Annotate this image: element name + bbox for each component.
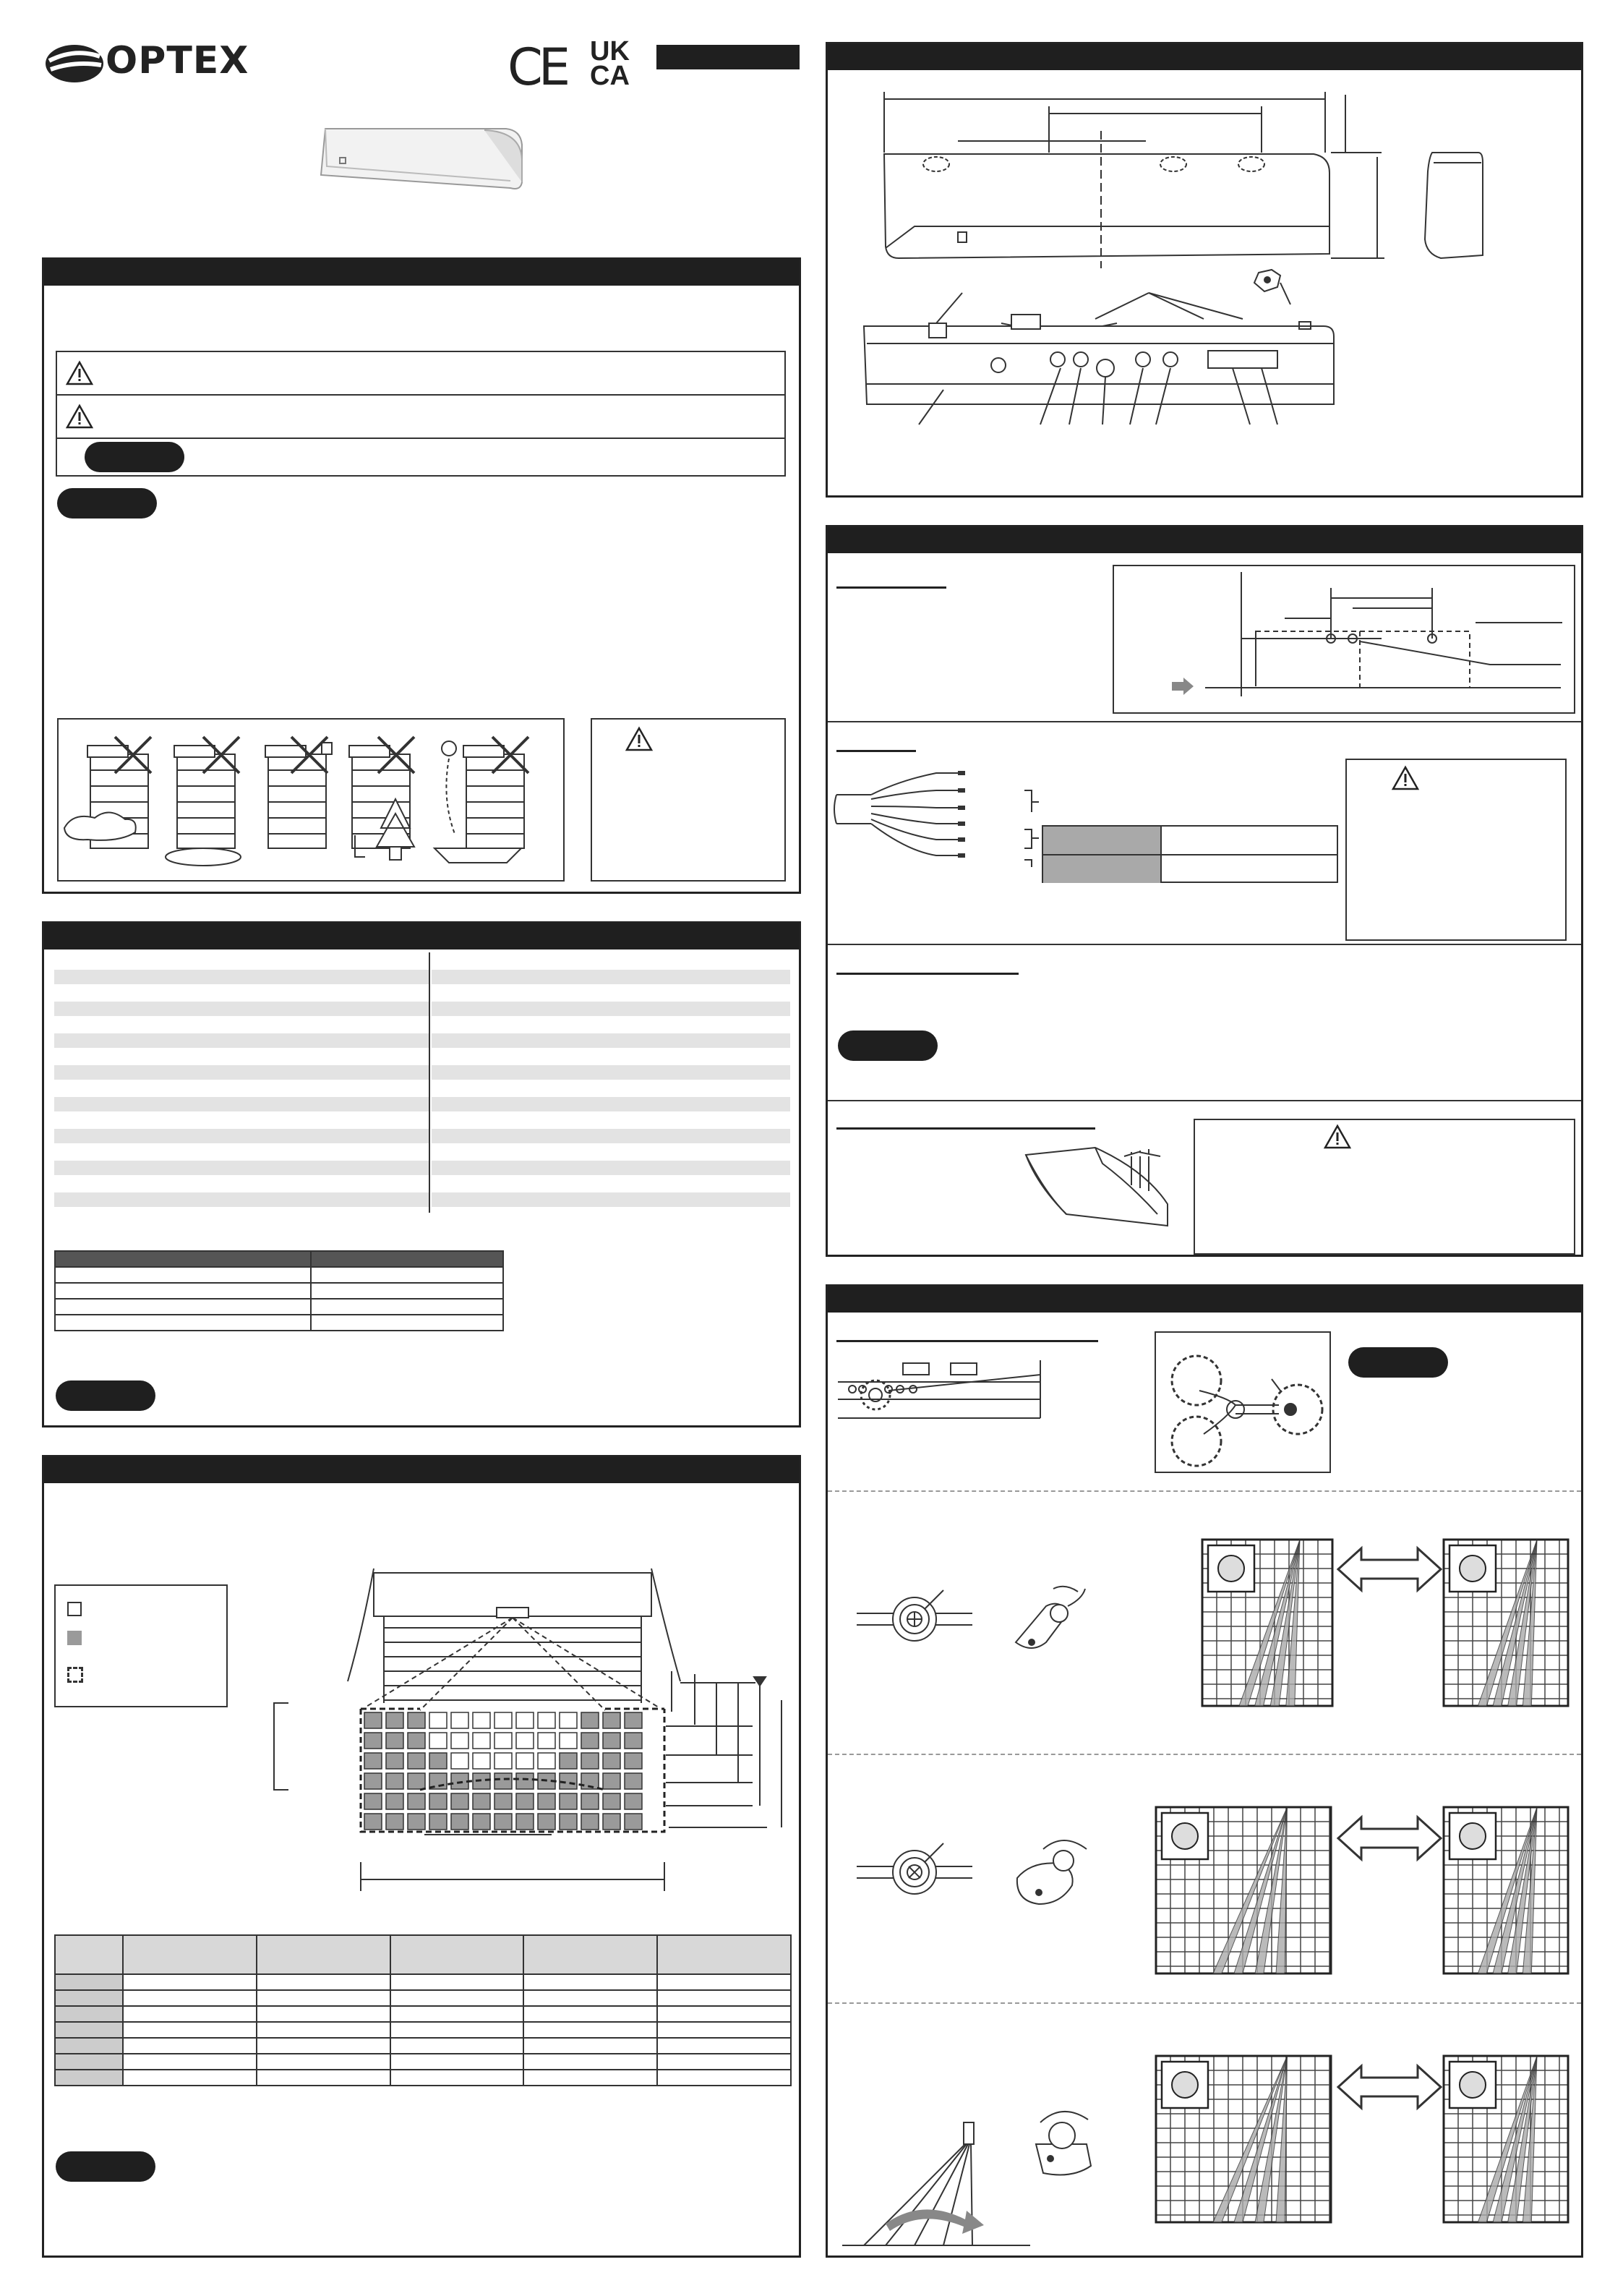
cover-illustration [1016, 1135, 1175, 1236]
panel-safety-header [44, 260, 799, 286]
detection-cell [408, 1712, 425, 1728]
detection-cell [386, 1712, 403, 1728]
subhead-mounting-position [836, 566, 946, 589]
panel-adjustment-header [828, 1286, 1581, 1313]
detection-cell [560, 1733, 577, 1749]
detection-cell [625, 1773, 642, 1789]
double-arrow-icon [1335, 2062, 1444, 2112]
detection-cell [516, 1712, 534, 1728]
detection-cell [538, 1814, 555, 1830]
detection-cell [451, 1793, 468, 1809]
detection-cell [364, 1753, 382, 1769]
detection-cell [581, 1753, 599, 1769]
section-divider [828, 944, 1581, 945]
detection-area-diagram [44, 1457, 803, 2260]
detection-cell [473, 1793, 490, 1809]
product-image [311, 116, 528, 195]
spec-table-2 [54, 1250, 504, 1331]
detection-cell [494, 1712, 512, 1728]
caution-box [56, 394, 786, 439]
detection-cell [386, 1793, 403, 1809]
detection-cell [408, 1753, 425, 1769]
panel-adjustment [826, 1284, 1583, 2258]
detection-cell [538, 1712, 555, 1728]
detection-cell [560, 1753, 577, 1769]
detection-cell [386, 1733, 403, 1749]
caution-note-box [591, 718, 786, 882]
adjust-row-1-chart-b [1444, 1540, 1568, 1706]
panel-installation [826, 525, 1583, 1257]
detection-cell [429, 1753, 447, 1769]
detection-cell [429, 1814, 447, 1830]
adjust-row-1-chart-a [1202, 1540, 1332, 1706]
detection-cell [581, 1814, 599, 1830]
ukca-mark-line1: UK [590, 36, 630, 67]
note-pill [56, 1380, 155, 1411]
adjust-row-1-sensor [1003, 1584, 1097, 1657]
warning-box [56, 351, 786, 396]
detection-cell [364, 1712, 382, 1728]
detection-cell [451, 1753, 468, 1769]
detection-cell [581, 1793, 599, 1809]
detection-cell [625, 1753, 642, 1769]
detection-cell [625, 1793, 642, 1809]
detection-cell [516, 1753, 534, 1769]
detection-cell [473, 1712, 490, 1728]
detection-cell [451, 1773, 468, 1789]
detection-cell [603, 1733, 620, 1749]
mounting-position-figure [1113, 565, 1575, 714]
detection-cell [560, 1712, 577, 1728]
detection-cell [386, 1773, 403, 1789]
detection-cell [603, 1793, 620, 1809]
detection-cell [538, 1753, 555, 1769]
detection-cell [603, 1712, 620, 1728]
model-label-bar [656, 45, 800, 69]
adjuster-detail-box [1155, 1331, 1331, 1473]
warning-triangle-icon [66, 361, 93, 385]
detection-cell [581, 1733, 599, 1749]
adjust-row-3-chart-a [1156, 2056, 1331, 2222]
adjust-row-3-illustration [842, 2118, 1030, 2248]
spec-divider [429, 952, 430, 1213]
dimension-drawing [828, 44, 1585, 500]
detection-cell [516, 1814, 534, 1830]
adjuster-detail-diagram [1156, 1333, 1332, 1475]
detection-table [54, 1934, 792, 2086]
note-pill [838, 1030, 938, 1061]
brand-name: OPTEX [106, 39, 249, 82]
section-divider [828, 1100, 1581, 1101]
detection-cell [473, 1753, 490, 1769]
detection-cell [516, 1733, 534, 1749]
adjust-row-1-knob [857, 1590, 972, 1655]
detection-cell [581, 1712, 599, 1728]
panel-installation-header [828, 527, 1581, 553]
detection-cell [408, 1733, 425, 1749]
section-separator [828, 1754, 1581, 1755]
adjuster-location-diagram [838, 1353, 1055, 1422]
warning-triangle-icon [1392, 766, 1419, 790]
installation-donts-figure [57, 718, 565, 882]
panel-specifications [42, 921, 801, 1427]
note-pill [1348, 1347, 1448, 1378]
detection-cell [451, 1814, 468, 1830]
adjust-row-2-sensor [1003, 1835, 1097, 1914]
note-pill [56, 2151, 155, 2182]
optex-logo-icon [42, 42, 107, 85]
warning-triangle-icon [66, 404, 93, 429]
cover-caution-box [1194, 1119, 1575, 1255]
detection-cell [603, 1814, 620, 1830]
subhead-cover [836, 1107, 1095, 1130]
panel-dimensions [826, 42, 1583, 498]
adjust-row-3-sensor [1022, 2104, 1115, 2183]
detection-cell [625, 1733, 642, 1749]
detection-cell [560, 1814, 577, 1830]
detection-cell [364, 1793, 382, 1809]
subhead-wiring [836, 730, 916, 752]
detection-cell [386, 1814, 403, 1830]
warning-triangle-icon [1324, 1124, 1351, 1149]
adjust-row-3-chart-b [1444, 2056, 1568, 2222]
adjust-row-2-chart-a [1156, 1807, 1331, 1973]
adjust-row-2-knob [857, 1843, 972, 1908]
wiring-table [1042, 825, 1338, 883]
detection-cell [408, 1793, 425, 1809]
mounting-position-diagram [1114, 566, 1577, 715]
adjust-row-2-chart-b [1444, 1807, 1568, 1973]
donts-illustrations [59, 720, 566, 883]
detection-cell [538, 1733, 555, 1749]
detection-cell [408, 1773, 425, 1789]
detection-cell [386, 1753, 403, 1769]
panel-specifications-header [44, 923, 799, 949]
note-pill [57, 488, 157, 518]
detection-cell [603, 1753, 620, 1769]
detection-cell [473, 1733, 490, 1749]
detection-cell [494, 1814, 512, 1830]
detection-cell [494, 1753, 512, 1769]
panel-safety [42, 257, 801, 894]
detection-cell [364, 1814, 382, 1830]
detection-cell [429, 1733, 447, 1749]
detection-cell [560, 1793, 577, 1809]
detection-cell [494, 1793, 512, 1809]
detection-cell [494, 1773, 512, 1789]
section-separator [828, 2002, 1581, 2004]
section-divider [828, 721, 1581, 722]
detection-cell [408, 1814, 425, 1830]
double-arrow-icon [1335, 1544, 1444, 1595]
detection-cell [473, 1814, 490, 1830]
detection-cell [429, 1712, 447, 1728]
section-separator [828, 1490, 1581, 1492]
subhead-area-adjustment [836, 1320, 1098, 1342]
detection-cell [451, 1733, 468, 1749]
detection-cell [516, 1793, 534, 1809]
detection-cell [516, 1773, 534, 1789]
warning-triangle-icon [625, 727, 653, 751]
detection-cell [625, 1814, 642, 1830]
note-pill [85, 442, 184, 472]
detection-cell [429, 1793, 447, 1809]
ukca-mark-line2: CA [590, 61, 630, 91]
ce-mark: CE [508, 38, 567, 97]
detection-cell [364, 1773, 382, 1789]
subhead-dip-switch [836, 952, 1019, 975]
detection-cell [364, 1733, 382, 1749]
detection-cell [538, 1793, 555, 1809]
wiring-caution-box [1345, 759, 1567, 941]
detection-cell [625, 1712, 642, 1728]
detection-cell [603, 1773, 620, 1789]
panel-detection-area [42, 1455, 801, 2258]
double-arrow-icon [1335, 1813, 1444, 1864]
note-box [56, 438, 786, 477]
detection-cell [451, 1712, 468, 1728]
detection-cell [494, 1733, 512, 1749]
